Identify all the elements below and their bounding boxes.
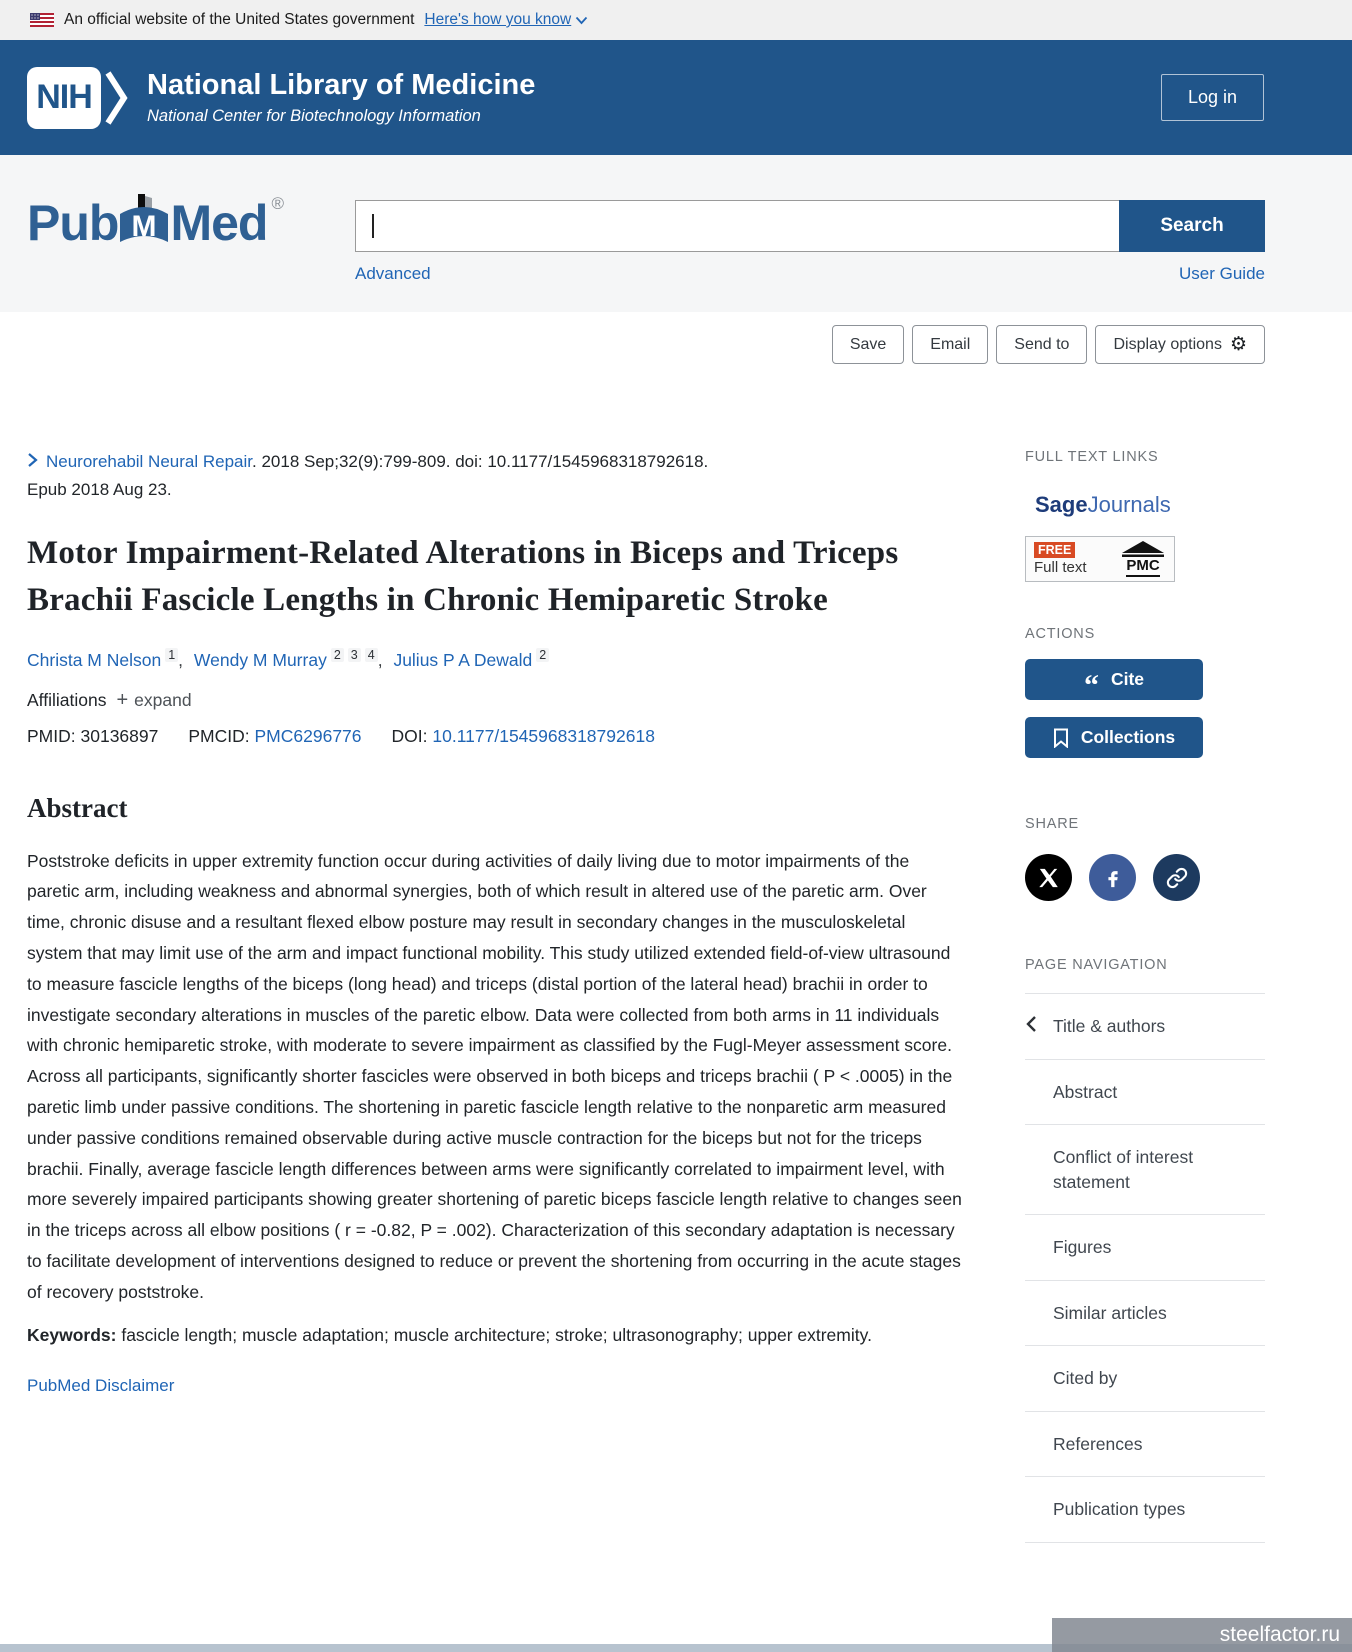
search-section	[0, 155, 1352, 312]
abstract-text: Poststroke deficits in upper extremity function occur during activities of daily living due to motor impairments of the paretic arm, including weakness and abnormal synergies, both of which result in altered use of the paretic arm. Over time, chronic disuse and a resultant flexed elbow posture may result in secondary changes in the musculoskeletal system that may limit use of the arm and impact functional mobility. This study utilized extended field-of-view ultrasound to measure fascicle lengths of the biceps (long head) and triceps (distal portion of the lateral head) brachii in order to investigate secondary alterations in muscles of the paretic elbow. Data were collected from both arms in 11 individuals with chronic hemiparetic stroke, with moderate to severe impairment as classified by the Fugl-Meyer assessment score. Across all participants, significantly shorter fascicles were observed in both biceps and triceps brachii ( P < .0005) in the paretic limb under passive conditions. The shortening in paretic fascicle length relative to the nonparetic arm measured under passive conditions remained observable during active muscle contraction for the biceps but not for the triceps brachii. Finally, average fascicle length differences between arms were significantly correlated to impairment level, with more severely impaired participants showing greater shortening of paretic biceps fascicle length relative to changes seen in the triceps across all elbow positions ( r = -0.82, P = .002). Characterization of this secondary adaptation is necessary to facilitate development of interventions designed to reduce or prevent the shortening from occurring in the acute stages of recovery poststroke.	[27, 850, 962, 1302]
ncbi-subtitle: National Center for Biotechnology Information	[147, 106, 481, 125]
author-affiliation-sup[interactable]: 4	[365, 648, 378, 662]
article-ids-row	[27, 726, 962, 747]
login-button[interactable]: Log in	[1161, 74, 1264, 121]
svg-text:M: M	[131, 210, 157, 243]
page-navigation-label: PAGE NAVIGATION	[1025, 957, 1168, 973]
advanced-search-link[interactable]: Advanced	[355, 264, 431, 283]
chevron-right-icon[interactable]	[27, 452, 38, 468]
keywords	[27, 1320, 962, 1351]
pubmed-logo[interactable]	[27, 194, 355, 261]
how-you-know-link[interactable]: Here's how you know	[424, 11, 588, 29]
nlm-title-block	[147, 69, 535, 125]
nav-item-figures[interactable]: Figures	[1025, 1214, 1265, 1280]
send-to-button[interactable]: Send to	[996, 325, 1087, 364]
doi-link[interactable]: 10.1177/1545968318792618	[432, 725, 655, 746]
pmid-group: PMID: 30136897	[27, 725, 159, 746]
bookmark-icon	[1053, 728, 1069, 748]
facebook-icon	[1102, 867, 1124, 889]
keywords-label: Keywords:	[27, 1324, 117, 1345]
author-affiliation-sup[interactable]: 1	[165, 648, 178, 662]
full-text-label: Full text	[1034, 559, 1087, 576]
share-icons-row	[1025, 854, 1265, 901]
nav-item-references[interactable]: References	[1025, 1411, 1265, 1477]
doi-group: DOI: 10.1177/1545968318792618	[391, 725, 655, 746]
author-affiliation-sup[interactable]: 2	[536, 648, 549, 662]
share-permalink-button[interactable]	[1153, 854, 1200, 901]
nav-item-title-authors[interactable]: Title & authors	[1025, 993, 1265, 1059]
main-content	[0, 448, 1352, 1543]
sage-journals-link[interactable]: SageJournals	[1035, 492, 1171, 517]
nih-logo-chevron-icon	[105, 67, 129, 129]
nav-item-cited-by[interactable]: Cited by	[1025, 1345, 1265, 1411]
x-twitter-icon	[1038, 867, 1060, 889]
pmc-logo	[1120, 541, 1166, 577]
cite-button[interactable]: “ Cite	[1025, 659, 1203, 700]
pmc-label: PMC	[1126, 557, 1159, 577]
pubmed-disclaimer-link[interactable]: PubMed Disclaimer	[27, 1376, 175, 1396]
search-area	[355, 200, 1265, 284]
share-label: SHARE	[1025, 816, 1079, 832]
chevron-left-icon	[1025, 1015, 1037, 1040]
nih-logo-text: NIH	[27, 67, 101, 129]
abstract-heading: Abstract	[27, 792, 128, 823]
us-gov-banner	[0, 0, 1352, 40]
watermark: steelfactor.ru	[1052, 1618, 1352, 1652]
plus-icon: +	[116, 688, 129, 711]
pubmed-logo-pub: Pub	[27, 195, 119, 251]
pmc-free-block	[1034, 542, 1087, 576]
open-book-icon	[116, 192, 172, 255]
gov-banner-text: An official website of the United States government	[64, 11, 415, 28]
pmcid-group: PMCID: PMC6296776	[188, 725, 362, 746]
collections-button[interactable]: Collections	[1025, 717, 1203, 758]
display-options-button[interactable]: Display options ⚙	[1095, 325, 1265, 364]
nih-header	[0, 40, 1352, 155]
sidebar	[1025, 448, 1265, 1543]
author-link[interactable]: Julius P A Dewald $^2$	[393, 650, 549, 670]
share-x-button[interactable]	[1025, 854, 1072, 901]
expand-affiliations-button[interactable]: + expand	[116, 688, 192, 711]
chevron-down-icon	[575, 16, 588, 25]
search-button[interactable]: Search	[1119, 200, 1265, 252]
actions-label: ACTIONS	[1025, 626, 1096, 642]
email-button[interactable]: Email	[912, 325, 988, 364]
author-affiliation-sup[interactable]: 2	[331, 648, 344, 662]
nav-item-abstract[interactable]: Abstract	[1025, 1059, 1265, 1125]
share-facebook-button[interactable]	[1089, 854, 1136, 901]
article-toolbar	[0, 312, 1352, 364]
citation-text: . 2018 Sep;32(9):799-809. doi: 10.1177/1545968318792618.	[252, 452, 709, 471]
registered-mark: ®	[271, 194, 284, 213]
affiliations-label: Affiliations	[27, 689, 107, 710]
link-icon	[1166, 867, 1188, 889]
journal-link[interactable]: Neurorehabil Neural Repair	[46, 452, 253, 471]
nav-item-publication-types[interactable]: Publication types	[1025, 1476, 1265, 1543]
nav-item-similar-articles[interactable]: Similar articles	[1025, 1280, 1265, 1346]
full-text-links-label: FULL TEXT LINKS	[1025, 449, 1159, 465]
affiliations-row	[27, 689, 962, 712]
author-affiliation-sup[interactable]: 3	[348, 648, 361, 662]
pmcid-link[interactable]: PMC6296776	[254, 725, 362, 746]
keywords-text: fascicle length; muscle adaptation; muscle architecture; stroke; ultrasonography; upper extremity.	[116, 1324, 872, 1345]
author-link[interactable]: Christa M Nelson $^1$	[27, 650, 178, 670]
author-link[interactable]: Wendy M Murray $^2$ $^3$ $^4$	[194, 650, 378, 670]
nlm-title: National Library of Medicine	[147, 69, 536, 102]
pmc-free-full-text-link[interactable]	[1025, 536, 1175, 582]
pubmed-logo-med: Med	[170, 195, 268, 251]
article-title: Motor Impairment-Related Alterations in Biceps and Triceps Brachii Fascicle Lengths in Chronic Hemiparetic Stroke	[27, 535, 899, 618]
gear-icon: ⚙	[1229, 334, 1247, 355]
nih-logo[interactable]	[27, 67, 129, 129]
citation-epub: Epub 2018 Aug 23.	[27, 480, 172, 500]
citation	[27, 448, 962, 504]
free-badge: FREE	[1034, 542, 1075, 558]
page-navigation-list	[1025, 993, 1265, 1543]
text-caret	[372, 214, 374, 238]
search-input[interactable]	[355, 200, 1119, 252]
article-column	[27, 448, 962, 1543]
authors-line: Christa M Nelson $^1$ , Wendy M Murray $^2$ $^3$ $^4$ , Julius P A Dewald $^2$	[27, 648, 962, 671]
user-guide-link[interactable]: User Guide	[1179, 264, 1265, 283]
pmc-temple-icon	[1120, 541, 1166, 557]
us-flag-icon	[30, 13, 54, 27]
pmid-value: 30136897	[80, 725, 159, 746]
nav-item-conflict-of-interest[interactable]: Conflict of interest statement	[1025, 1124, 1265, 1214]
save-button[interactable]: Save	[832, 325, 904, 364]
